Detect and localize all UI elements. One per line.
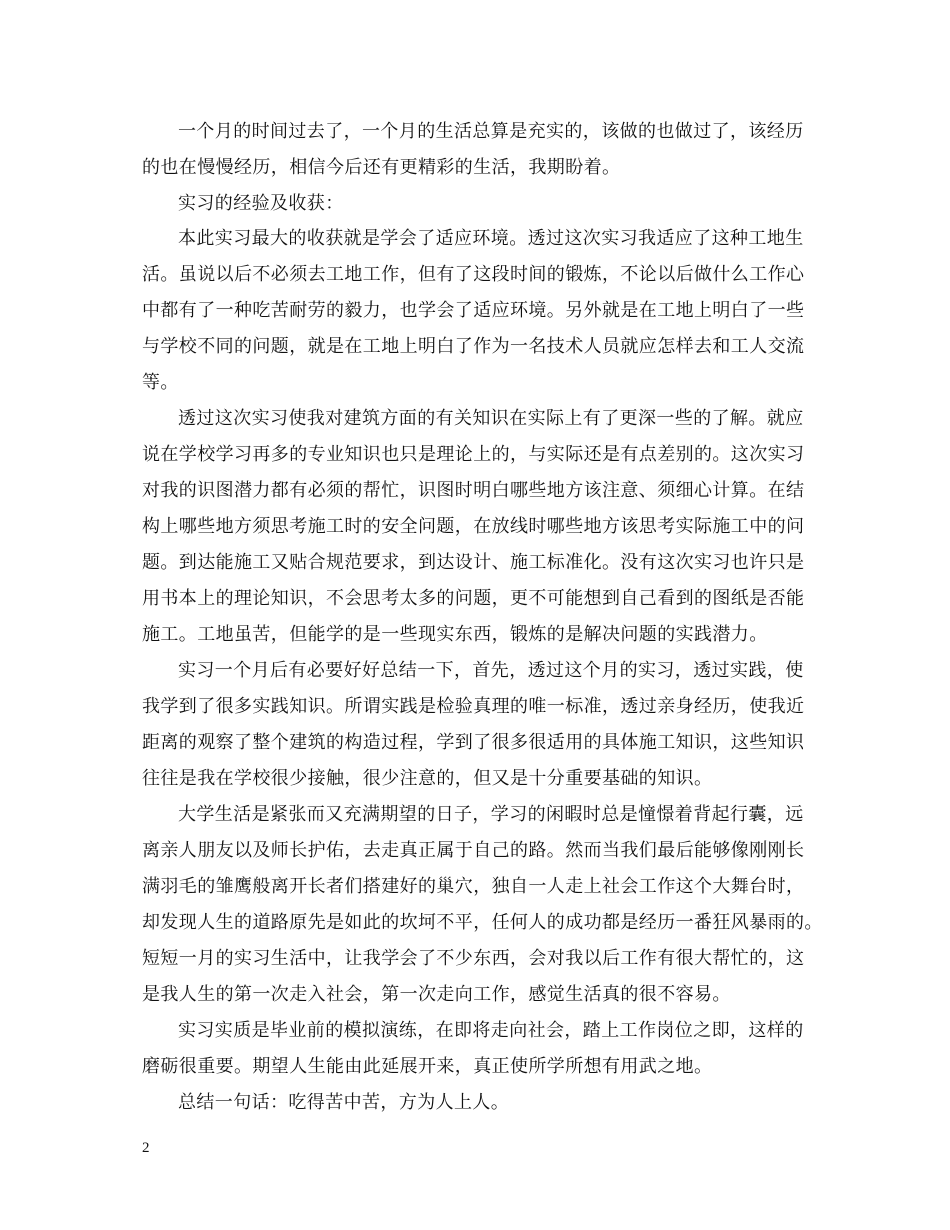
- text-line: 用书本上的理论知识，不会思考太多的问题，更不可能想到自己看到的图纸是否能: [142, 588, 805, 609]
- text-line: 实习实质是毕业前的模拟演练，在即将走向社会，踏上工作岗位之即，这样的: [178, 1020, 804, 1041]
- text-line: 满羽毛的雏鹰般离开长者们搭建好的巢穴，独自一人走上社会工作这个大舞台时，: [142, 876, 805, 897]
- text-line: 透过这次实习使我对建筑方面的有关知识在实际上有了更深一些的了解。就应: [178, 408, 804, 429]
- text-line: 施工。工地虽苦，但能学的是一些现实东西，锻炼的是解决问题的实践潜力。: [142, 624, 768, 645]
- text-line: 一个月的时间过去了，一个月的生活总算是充实的，该做的也做过了，该经历: [178, 121, 804, 142]
- text-line: 总结一句话：吃得苦中苦，方为人上人。: [178, 1092, 510, 1113]
- text-line: 的也在慢慢经历，相信今后还有更精彩的生活，我期盼着。: [142, 157, 621, 178]
- text-line: 磨砺很重要。期望人生能由此延展开来，真正使所学所想有用武之地。: [142, 1056, 713, 1077]
- text-line: 大学生活是紧张而又充满期望的日子，学习的闲暇时总是憧憬着背起行囊，远: [178, 804, 804, 825]
- text-line: 却发现人生的道路原先是如此的坎坷不平，任何人的成功都是经历一番狂风暴雨的。: [142, 912, 823, 933]
- text-line: 说在学校学习再多的专业知识也只是理论上的，与实际还是有点差别的。这次实习: [142, 444, 805, 465]
- text-line: 对我的识图潜力都有必须的帮忙，识图时明白哪些地方该注意、须细心计算。在结: [142, 480, 805, 501]
- text-line: 与学校不同的问题，就是在工地上明白了作为一名技术人员就应怎样去和工人交流: [142, 336, 805, 357]
- page-number: 2: [142, 1140, 150, 1156]
- text-line: 构上哪些地方须思考施工时的安全问题，在放线时哪些地方该思考实际施工中的问: [142, 516, 805, 537]
- text-line: 实习一个月后有必要好好总结一下，首先，透过这个月的实习，透过实践，使: [178, 660, 804, 681]
- text-line: 我学到了很多实践知识。所谓实践是检验真理的唯一标准，透过亲身经历，使我近: [142, 696, 805, 717]
- text-line: 短短一月的实习生活中，让我学会了不少东西，会对我以后工作有很大帮忙的，这: [142, 948, 805, 969]
- text-line: 中都有了一种吃苦耐劳的毅力，也学会了适应环境。另外就是在工地上明白了一些: [142, 300, 805, 321]
- text-line: 活。虽说以后不必须去工地工作，但有了这段时间的锻炼，不论以后做什么工作心: [142, 264, 805, 285]
- text-line: 离亲人朋友以及师长护佑，去走真正属于自己的路。然而当我们最后能够像刚刚长: [142, 840, 805, 861]
- text-line: 实习的经验及收获：: [178, 193, 344, 214]
- text-line: 等。: [142, 372, 179, 393]
- text-line: 是我人生的第一次走入社会，第一次走向工作，感觉生活真的很不容易。: [142, 984, 731, 1005]
- text-line: 本此实习最大的收获就是学会了适应环境。透过这次实习我适应了这种工地生: [178, 228, 804, 249]
- text-line: 距离的观察了整个建筑的构造过程，学到了很多很适用的具体施工知识，这些知识: [142, 732, 805, 753]
- text-line: 题。到达能施工又贴合规范要求，到达设计、施工标准化。没有这次实习也许只是: [142, 552, 805, 573]
- text-line: 往往是我在学校很少接触，很少注意的，但又是十分重要基础的知识。: [142, 768, 713, 789]
